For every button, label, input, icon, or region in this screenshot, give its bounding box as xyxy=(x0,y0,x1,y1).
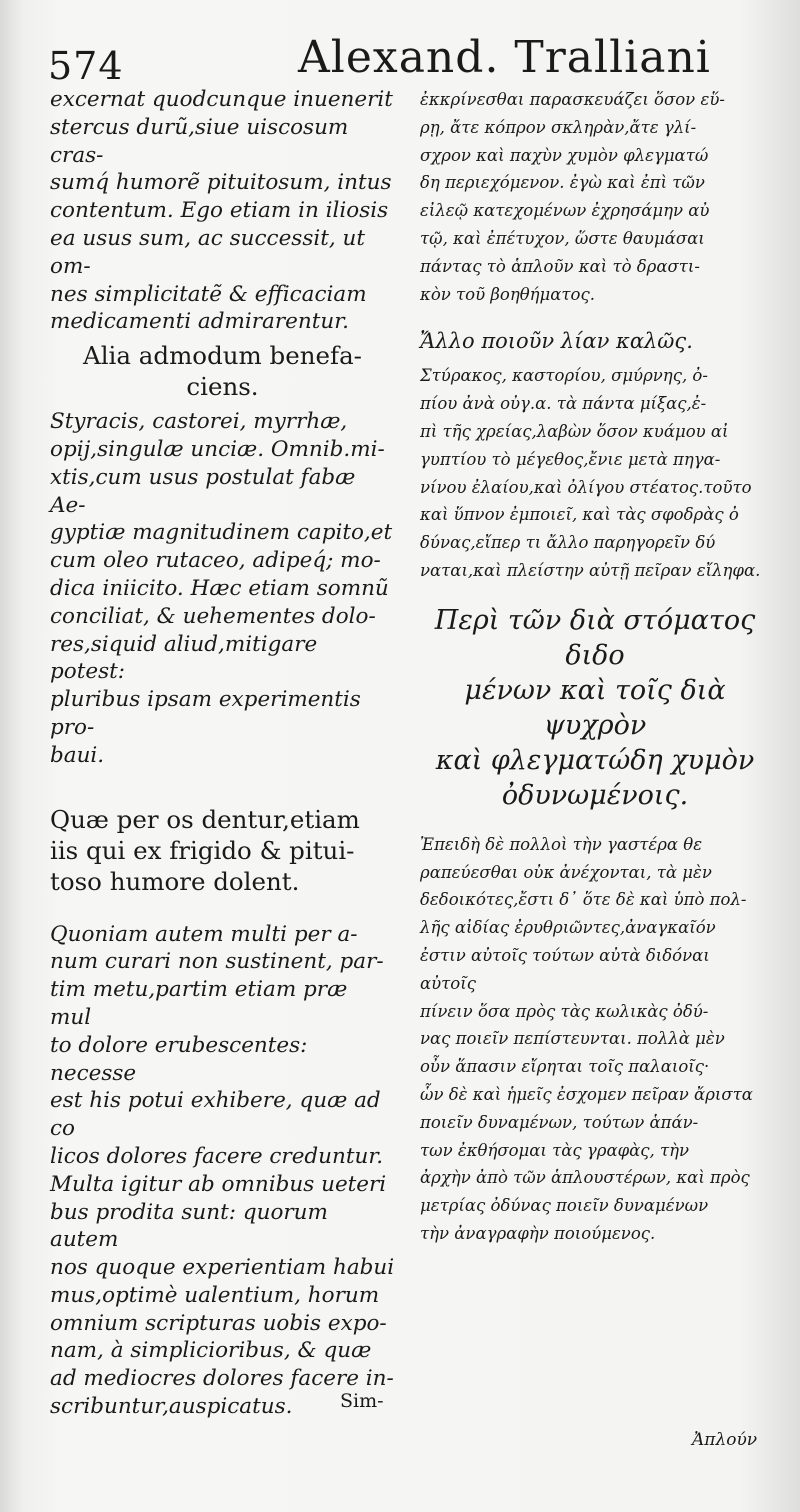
running-head: Alexand. Tralliani xyxy=(298,32,711,83)
page-number: 574 xyxy=(48,44,124,88)
greek-catchword: Ἀπλούν xyxy=(692,1430,758,1450)
page-header xyxy=(0,30,800,90)
latin-heading-1: Alia admodum benefa- ciens. xyxy=(83,341,362,402)
latin-column xyxy=(50,86,395,1421)
greek-column xyxy=(420,86,770,1248)
greek-paragraph-2: Στύρακος, καστορίου, σμύρνης, ὀ- πίου ἀνὰ οὐγ.α. τὰ πάντα μίξας,ἐ- πὶ τῆς χρείας,λαβὼν ὅσον κυάμου αἰ γυπτίου τὸ μέγεθος,ἔνιε μετὰ πηγα- νίνου ἐλαίου,καὶ ὀλίγου στέατος.τοῦτο καὶ ὕπνον ἐμποιεῖ, καὶ τὰς σφοδρὰς ὀ δύνας,εἴπερ τι ἄλλο παρηγορεῖν δύ ναται,καὶ πλείστην αὐτῇ πεῖραν εἴληφα. xyxy=(420,366,761,580)
greek-heading-1: Ἄλλο ποιοῦν λίαν καλῶς. xyxy=(420,329,693,354)
latin-paragraph-3: Quoniam autem multi per a- num curari non sustinent, par- tim metu,partim etiam præ mul to dolore erubescentes: necesse est his potui exhibere, quæ ad co licos dolores facere creduntur. Multa igitur ab omnibus ueteri bus prodita sunt: quorum autem nos quoque experientiam habui mus,optimè ualentium, horum omnium scripturas uobis expo- nam, à simplicioribus, & quæ ad mediocres dolores facere in- scribuntur,auspicatus. xyxy=(50,921,395,1420)
latin-catchword: Sim- xyxy=(340,1390,384,1412)
latin-heading-2: Quæ per os dentur,etiam iis qui ex frigido & pitui- toso humore dolent. xyxy=(50,804,360,896)
latin-paragraph-1: excernat quodcunque inuenerit stercus durũ,siue uiscosum cras- sumq́ humorẽ pituitosum, intus contentum. Ego etiam in iliosis ea usus sum, ac successit, ut om- nes simplicitatẽ & efficaciam medicamenti admirarentur. xyxy=(50,87,393,335)
greek-paragraph-3: Ἐπειδὴ δὲ πολλοὶ τὴν γαστέρα θε ραπεύεσθαι οὐκ ἀνέχονται, τὰ μὲν δεδοικότες,ἔστι δ᾽ ὅτε δὲ καὶ ὑπὸ πολ- λῆς αἰδίας ἐρυθριῶντες,ἀναγκαῖόν ἐστιν αὐτοῖς τούτων αὐτὰ διδόναι αὐτοῖς πίνειν ὅσα πρὸς τὰς κωλικὰς ὀδύ- νας ποιεῖν πεπίστευνται. πολλὰ μὲν οὖν ἅπασιν εἴρηται τοῖς παλαιοῖς· ὧν δὲ καὶ ἡμεῖς ἐσχομεν πεῖραν ἄριστα ποιεῖν δυναμένων, τούτων ἁπάν- των ἐκθήσομαι τὰς γραφὰς, τὴν ἀρχὴν ἀπὸ τῶν ἁπλουστέρων, καὶ πρὸς μετρίας ὀδύνας ποιεῖν δυναμένων τὴν ἀναγραφὴν ποιούμενος. xyxy=(420,834,753,1243)
greek-paragraph-1: ἐκκρίνεσθαι παρασκευάζει ὅσον εὕ- ρῃ, ἄτε κόπρον σκληρὰν,ἄτε γλί- σχρον καὶ παχὺν χυμὸν φλεγματώ δη περιεχόμενον. ἐγὼ καὶ ἐπὶ τῶν εἰλεῷ κατεχομένων ἐχρησάμην αὐ τῷ, καὶ ἐπέτυχον, ὥστε θαυμάσαι πάντας τὸ ἁπλοῦν καὶ τὸ δραστι- κὸν τοῦ βοηθήματος. xyxy=(420,90,725,304)
latin-paragraph-2: Styracis, castorei, myrrhæ, opij,singulæ unciæ. Omnib.mi- xtis,cum usus postulat fabæ Ae- gyptiæ magnitudinem capito,et cum oleo rutaceo, adipeq́; mo- dica iniicito. Hæc etiam somnũ conciliat, & uehementes dolo- res,siquid aliud,mitigare potest: pluribus ipsam experimentis pro- baui. xyxy=(50,409,393,768)
greek-heading-2: Περὶ τῶν διὰ στόματος διδο μένων καὶ τοῖς διὰ ψυχρὸν καὶ φλεγματώδη χυμὸν ὀδυνωμένοις. xyxy=(434,604,756,811)
